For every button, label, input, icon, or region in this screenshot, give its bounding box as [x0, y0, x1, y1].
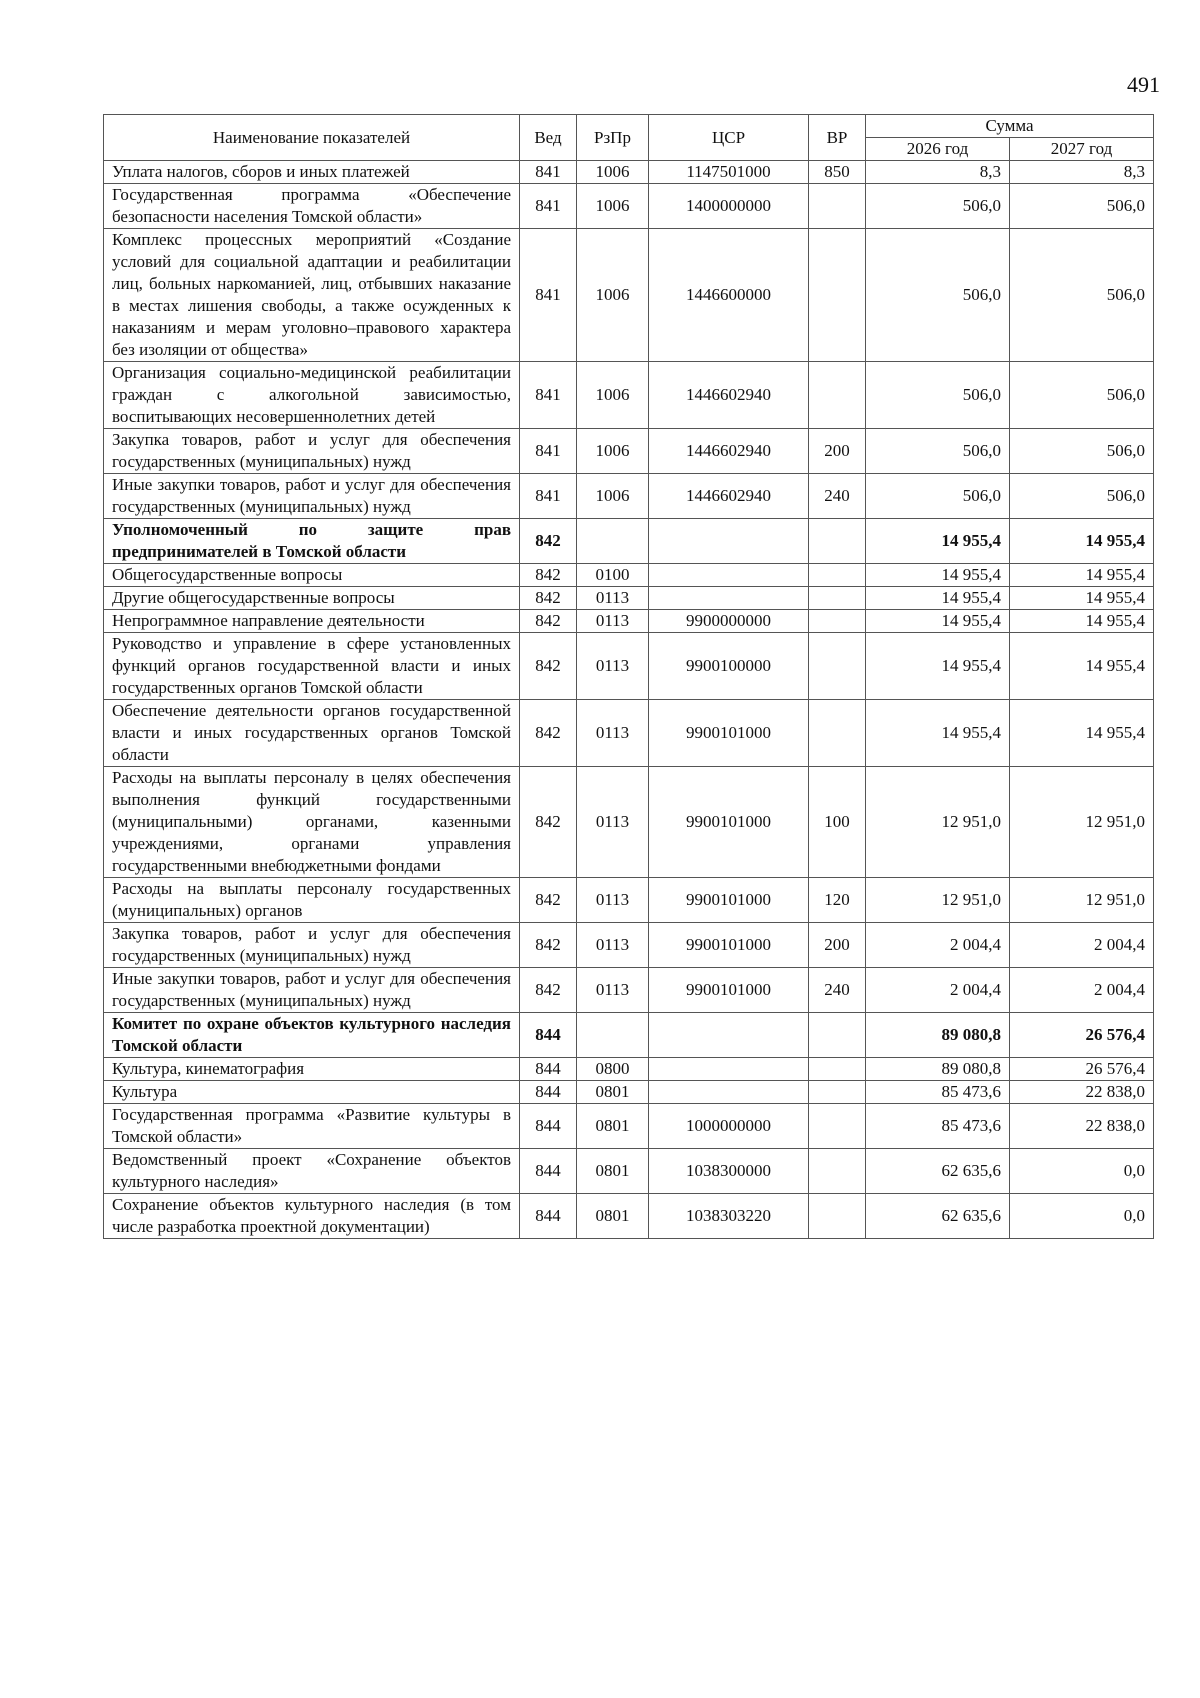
cell-sum-2026: 14 955,4 [866, 519, 1010, 564]
cell-sum-2027: 12 951,0 [1010, 878, 1154, 923]
cell-csr: 1446602940 [649, 474, 809, 519]
table-row [104, 878, 1154, 923]
cell-rzpr: 1006 [577, 429, 649, 474]
cell-rzpr: 1006 [577, 184, 649, 229]
cell-name: Иные закупки товаров, работ и услуг для обеспечения государственных (муниципальных) нужд [104, 474, 520, 519]
cell-sum-2027: 14 955,4 [1010, 633, 1154, 700]
cell-sum-2027: 14 955,4 [1010, 610, 1154, 633]
page-number: 491 [1127, 72, 1160, 97]
cell-name: Комплекс процессных мероприятий «Создание условий для социальной адаптации и реабилитации лиц, больных наркоманией, лиц, отбывших наказание в местах лишения свободы, а также осужденных к наказаниям и мерам уголовно–правового характера без изоляции от общества» [104, 229, 520, 362]
cell-vr [809, 229, 866, 362]
cell-ved: 841 [520, 362, 577, 429]
table-row [104, 633, 1154, 700]
cell-sum-2027: 14 955,4 [1010, 587, 1154, 610]
cell-sum-2027: 22 838,0 [1010, 1081, 1154, 1104]
cell-vr [809, 1058, 866, 1081]
table-row [104, 1149, 1154, 1194]
header-ved: Вед [520, 115, 577, 161]
cell-ved: 844 [520, 1194, 577, 1239]
cell-sum-2027: 506,0 [1010, 474, 1154, 519]
cell-sum-2026: 14 955,4 [866, 587, 1010, 610]
cell-vr: 100 [809, 767, 866, 878]
cell-csr: 9900101000 [649, 700, 809, 767]
cell-csr: 1000000000 [649, 1104, 809, 1149]
cell-sum-2027: 14 955,4 [1010, 564, 1154, 587]
cell-sum-2026: 14 955,4 [866, 564, 1010, 587]
cell-name: Иные закупки товаров, работ и услуг для обеспечения государственных (муниципальных) нужд [104, 968, 520, 1013]
cell-ved: 841 [520, 474, 577, 519]
cell-vr: 240 [809, 968, 866, 1013]
table-row [104, 519, 1154, 564]
cell-rzpr: 0801 [577, 1194, 649, 1239]
cell-sum-2026: 12 951,0 [866, 878, 1010, 923]
table-row [104, 1194, 1154, 1239]
cell-vr [809, 362, 866, 429]
cell-sum-2027: 506,0 [1010, 229, 1154, 362]
table-row [104, 1013, 1154, 1058]
cell-ved: 842 [520, 587, 577, 610]
table-row [104, 700, 1154, 767]
cell-csr [649, 1058, 809, 1081]
cell-sum-2026: 14 955,4 [866, 610, 1010, 633]
cell-rzpr: 0800 [577, 1058, 649, 1081]
cell-name: Культура [104, 1081, 520, 1104]
cell-rzpr: 0113 [577, 633, 649, 700]
cell-vr [809, 564, 866, 587]
cell-rzpr: 0801 [577, 1081, 649, 1104]
cell-rzpr: 0801 [577, 1104, 649, 1149]
table-row [104, 429, 1154, 474]
cell-vr [809, 1149, 866, 1194]
cell-rzpr: 1006 [577, 474, 649, 519]
cell-ved: 841 [520, 429, 577, 474]
cell-vr [809, 587, 866, 610]
cell-rzpr: 1006 [577, 161, 649, 184]
cell-sum-2026: 85 473,6 [866, 1104, 1010, 1149]
cell-vr [809, 1081, 866, 1104]
cell-rzpr: 0113 [577, 587, 649, 610]
cell-rzpr: 0100 [577, 564, 649, 587]
cell-ved: 841 [520, 161, 577, 184]
cell-rzpr: 0113 [577, 700, 649, 767]
table-row [104, 161, 1154, 184]
cell-vr: 240 [809, 474, 866, 519]
cell-rzpr [577, 1013, 649, 1058]
cell-ved: 842 [520, 564, 577, 587]
table-row [104, 1104, 1154, 1149]
cell-vr [809, 184, 866, 229]
cell-sum-2026: 506,0 [866, 429, 1010, 474]
header-vr: ВР [809, 115, 866, 161]
cell-ved: 842 [520, 633, 577, 700]
cell-sum-2026: 62 635,6 [866, 1194, 1010, 1239]
cell-sum-2027: 2 004,4 [1010, 923, 1154, 968]
cell-rzpr: 0113 [577, 878, 649, 923]
cell-rzpr: 0113 [577, 923, 649, 968]
cell-rzpr: 0113 [577, 767, 649, 878]
cell-name: Организация социально-медицинской реабилитации граждан с алкогольной зависимостью, воспитывающих несовершеннолетних детей [104, 362, 520, 429]
cell-name: Культура, кинематография [104, 1058, 520, 1081]
cell-name: Уплата налогов, сборов и иных платежей [104, 161, 520, 184]
cell-sum-2027: 12 951,0 [1010, 767, 1154, 878]
cell-rzpr: 0801 [577, 1149, 649, 1194]
cell-name: Руководство и управление в сфере установленных функций органов государственной власти и иных государственных органов Томской области [104, 633, 520, 700]
cell-ved: 842 [520, 968, 577, 1013]
cell-sum-2027: 506,0 [1010, 429, 1154, 474]
header-year-2027: 2027 год [1010, 138, 1154, 161]
cell-csr: 9900000000 [649, 610, 809, 633]
table-row [104, 767, 1154, 878]
cell-rzpr: 1006 [577, 229, 649, 362]
cell-sum-2027: 8,3 [1010, 161, 1154, 184]
cell-sum-2027: 22 838,0 [1010, 1104, 1154, 1149]
cell-vr [809, 633, 866, 700]
table-row [104, 587, 1154, 610]
cell-vr [809, 610, 866, 633]
cell-sum-2026: 14 955,4 [866, 633, 1010, 700]
header-name: Наименование показателей [104, 115, 520, 161]
cell-name: Обеспечение деятельности органов государственной власти и иных государственных органов Томской области [104, 700, 520, 767]
cell-csr: 9900101000 [649, 878, 809, 923]
cell-csr [649, 1013, 809, 1058]
cell-ved: 841 [520, 184, 577, 229]
cell-ved: 842 [520, 878, 577, 923]
cell-vr [809, 1013, 866, 1058]
cell-name: Другие общегосударственные вопросы [104, 587, 520, 610]
cell-name: Государственная программа «Обеспечение безопасности населения Томской области» [104, 184, 520, 229]
cell-sum-2026: 506,0 [866, 362, 1010, 429]
cell-csr: 1147501000 [649, 161, 809, 184]
table-row [104, 229, 1154, 362]
cell-sum-2027: 2 004,4 [1010, 968, 1154, 1013]
table-header [104, 115, 1154, 161]
cell-sum-2027: 506,0 [1010, 184, 1154, 229]
header-year-2026: 2026 год [866, 138, 1010, 161]
cell-name: Закупка товаров, работ и услуг для обеспечения государственных (муниципальных) нужд [104, 923, 520, 968]
cell-name: Государственная программа «Развитие культуры в Томской области» [104, 1104, 520, 1149]
cell-sum-2027: 26 576,4 [1010, 1013, 1154, 1058]
cell-csr: 1446602940 [649, 429, 809, 474]
cell-name: Непрограммное направление деятельности [104, 610, 520, 633]
table-row [104, 610, 1154, 633]
cell-csr: 1400000000 [649, 184, 809, 229]
cell-rzpr [577, 519, 649, 564]
cell-csr: 9900101000 [649, 923, 809, 968]
cell-vr: 200 [809, 429, 866, 474]
cell-sum-2026: 89 080,8 [866, 1058, 1010, 1081]
cell-ved: 844 [520, 1081, 577, 1104]
cell-csr [649, 587, 809, 610]
cell-csr [649, 1081, 809, 1104]
cell-ved: 844 [520, 1104, 577, 1149]
cell-ved: 842 [520, 700, 577, 767]
cell-sum-2026: 12 951,0 [866, 767, 1010, 878]
budget-table [103, 114, 1154, 1239]
cell-csr: 1038300000 [649, 1149, 809, 1194]
cell-rzpr: 1006 [577, 362, 649, 429]
cell-sum-2026: 2 004,4 [866, 923, 1010, 968]
cell-vr [809, 700, 866, 767]
table-row [104, 1081, 1154, 1104]
cell-sum-2026: 85 473,6 [866, 1081, 1010, 1104]
header-rzpr: РзПр [577, 115, 649, 161]
cell-sum-2026: 62 635,6 [866, 1149, 1010, 1194]
cell-csr: 1446600000 [649, 229, 809, 362]
cell-sum-2026: 506,0 [866, 474, 1010, 519]
cell-ved: 844 [520, 1058, 577, 1081]
table-row [104, 1058, 1154, 1081]
cell-ved: 842 [520, 610, 577, 633]
cell-sum-2026: 14 955,4 [866, 700, 1010, 767]
cell-sum-2026: 2 004,4 [866, 968, 1010, 1013]
table-row [104, 923, 1154, 968]
cell-vr [809, 519, 866, 564]
cell-sum-2026: 506,0 [866, 229, 1010, 362]
cell-csr [649, 519, 809, 564]
cell-ved: 842 [520, 923, 577, 968]
cell-name: Ведомственный проект «Сохранение объектов культурного наследия» [104, 1149, 520, 1194]
cell-vr: 120 [809, 878, 866, 923]
table-row [104, 968, 1154, 1013]
cell-vr: 850 [809, 161, 866, 184]
cell-csr: 9900101000 [649, 968, 809, 1013]
cell-ved: 841 [520, 229, 577, 362]
cell-name: Общегосударственные вопросы [104, 564, 520, 587]
cell-csr: 1038303220 [649, 1194, 809, 1239]
cell-sum-2026: 8,3 [866, 161, 1010, 184]
header-csr: ЦСР [649, 115, 809, 161]
cell-name: Комитет по охране объектов культурного наследия Томской области [104, 1013, 520, 1058]
cell-name: Уполномоченный по защите прав предпринимателей в Томской области [104, 519, 520, 564]
cell-ved: 844 [520, 1013, 577, 1058]
cell-sum-2026: 506,0 [866, 184, 1010, 229]
cell-vr: 200 [809, 923, 866, 968]
cell-ved: 844 [520, 1149, 577, 1194]
table-body [104, 161, 1154, 1239]
cell-csr: 9900101000 [649, 767, 809, 878]
table-row [104, 564, 1154, 587]
cell-vr [809, 1104, 866, 1149]
cell-sum-2026: 89 080,8 [866, 1013, 1010, 1058]
cell-sum-2027: 14 955,4 [1010, 700, 1154, 767]
cell-name: Сохранение объектов культурного наследия (в том числе разработка проектной документации) [104, 1194, 520, 1239]
cell-vr [809, 1194, 866, 1239]
header-sum: Сумма [866, 115, 1154, 138]
cell-name: Закупка товаров, работ и услуг для обеспечения государственных (муниципальных) нужд [104, 429, 520, 474]
cell-ved: 842 [520, 767, 577, 878]
cell-sum-2027: 0,0 [1010, 1194, 1154, 1239]
cell-rzpr: 0113 [577, 610, 649, 633]
cell-ved: 842 [520, 519, 577, 564]
cell-sum-2027: 506,0 [1010, 362, 1154, 429]
table-row [104, 362, 1154, 429]
table-row [104, 474, 1154, 519]
cell-rzpr: 0113 [577, 968, 649, 1013]
table-row [104, 184, 1154, 229]
cell-csr [649, 564, 809, 587]
cell-name: Расходы на выплаты персоналу в целях обеспечения выполнения функций государственными (муниципальными) органами, казенными учреждениями, органами управления государственными внебюджетными фондами [104, 767, 520, 878]
cell-sum-2027: 14 955,4 [1010, 519, 1154, 564]
cell-sum-2027: 26 576,4 [1010, 1058, 1154, 1081]
cell-name: Расходы на выплаты персоналу государственных (муниципальных) органов [104, 878, 520, 923]
cell-csr: 1446602940 [649, 362, 809, 429]
cell-sum-2027: 0,0 [1010, 1149, 1154, 1194]
cell-csr: 9900100000 [649, 633, 809, 700]
